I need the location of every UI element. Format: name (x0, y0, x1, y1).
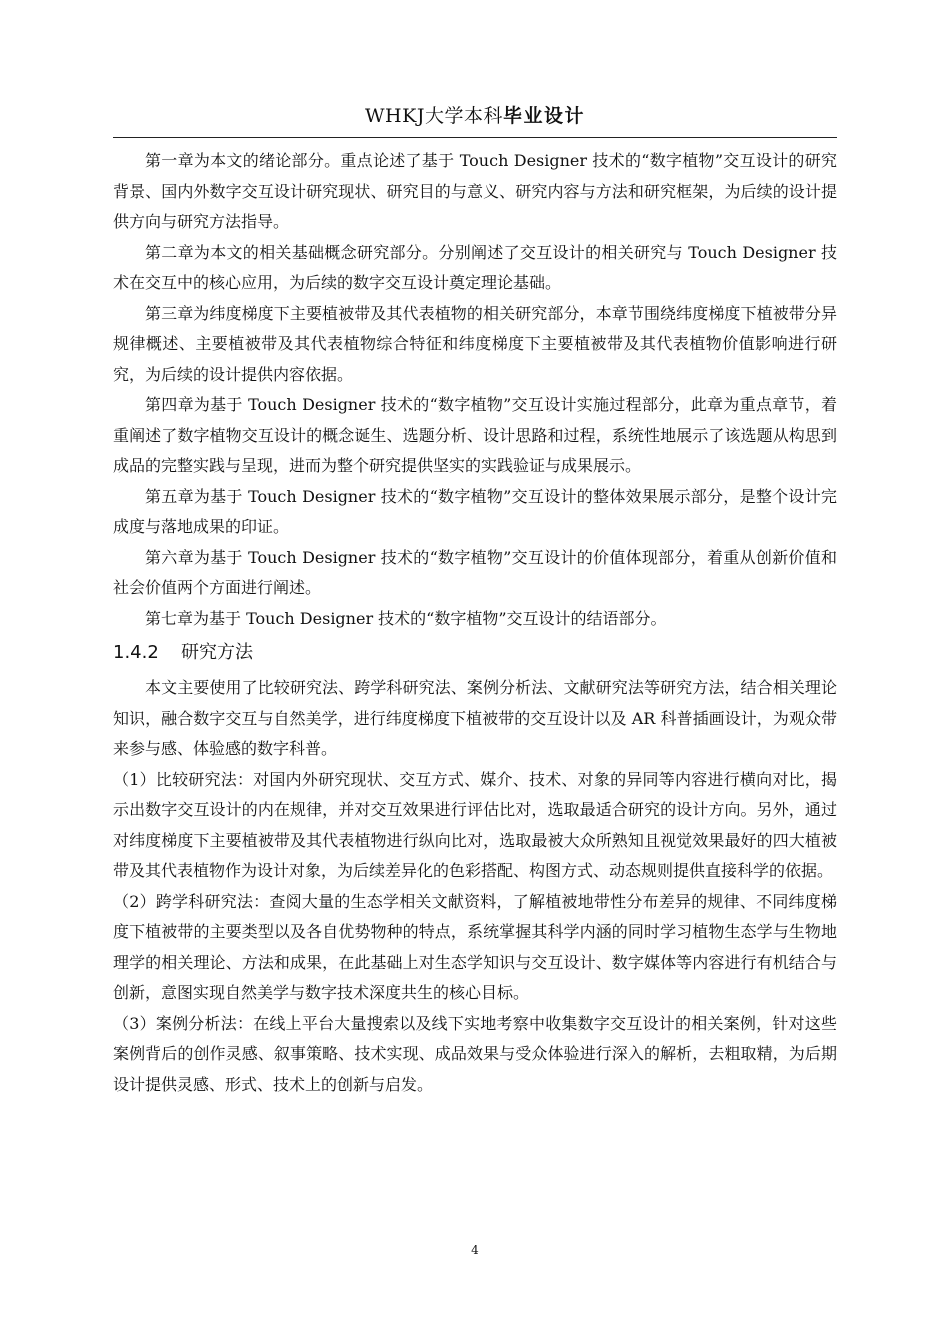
chapter-summary-2: 第二章为本文的相关基础概念研究部分。分别阐述了交互设计的相关研究与 Touch Designer 技术在交互中的核心应用，为后续的数字交互设计奠定理论基础。 (113, 242, 837, 292)
section-title: 研究方法 (181, 642, 253, 663)
section-heading (113, 636, 837, 670)
header-title-prefix: WHKJ大学本科 (365, 105, 503, 127)
chapter-summary-3: 第三章为纬度梯度下主要植被带及其代表植物的相关研究部分，本章节围绕纬度梯度下植被带分异规律概述、主要植被带及其代表植物综合特征和纬度梯度下主要植被带及其代表植物价值影响进行研究，为后续的设计提供内容依据。 (113, 303, 837, 384)
chapter-summary-5: 第五章为基于 Touch Designer 技术的“数字植物”交互设计的整体效果展示部分，是整个设计完成度与落地成果的印证。 (113, 486, 837, 536)
methods-intro: 本文主要使用了比较研究法、跨学科研究法、案例分析法、文献研究法等研究方法，结合相关理论知识，融合数字交互与自然美学，进行纬度梯度下植被带的交互设计以及 AR 科普插画设计，为观众带来参与感、体验感的数字科普。 (113, 678, 837, 758)
chapter-summary-4: 第四章为基于 Touch Designer 技术的“数字植物”交互设计实施过程部分，此章为重点章节，着重阐述了数字植物交互设计的概念诞生、选题分析、设计思路和过程，系统性地展示了该选题从构思到成品的完整实践与呈现，进而为整个研究提供坚实的实践验证与成果展示。 (113, 395, 837, 475)
method-interdisciplinary: （2）跨学科研究法：查阅大量的生态学相关文献资料，了解植被地带性分布差异的规律、不同纬度梯度下植被带的主要类型以及各自优势物种的特点，系统掌握其科学内涵的同时学习植物生态学与生物地理学的相关理论、方法和成果，在此基础上对生态学知识与交互设计、数字媒体等内容进行有机结合与创新，意图实现自然美学与数字技术深度共生的核心目标。 (113, 891, 837, 1002)
page-header (113, 101, 837, 128)
page-number: 4 (471, 1243, 479, 1257)
method-case-analysis: （3）案例分析法：在线上平台大量搜索以及线下实地考察中收集数字交互设计的相关案例，针对这些案例背后的创作灵感、叙事策略、技术实现、成品效果与受众体验进行深入的解析，去粗取精，为后期设计提供灵感、形式、技术上的创新与启发。 (113, 1013, 837, 1094)
chapter-summary-6: 第六章为基于 Touch Designer 技术的“数字植物”交互设计的价值体现部分，着重从创新价值和社会价值两个方面进行阐述。 (113, 547, 837, 597)
header-title-suffix: 毕业设计 (502, 105, 585, 127)
section-number: 1.4.2 (113, 642, 159, 663)
page-body (113, 146, 837, 1100)
header-rule (113, 137, 837, 138)
chapter-summary-7: 第七章为基于 Touch Designer 技术的“数字植物”交互设计的结语部分。 (145, 608, 667, 628)
chapter-summary-1: 第一章为本文的绪论部分。重点论述了基于 Touch Designer 技术的“数字植物”交互设计的研究背景、国内外数字交互设计研究现状、研究目的与意义、研究内容与方法和研究框架，为后续的设计提供方向与研究方法指导。 (113, 151, 837, 231)
method-comparative: （1）比较研究法：对国内外研究现状、交互方式、媒介、技术、对象的异同等内容进行横向对比，揭示出数字交互设计的内在规律，并对交互效果进行评估比对，选取最适合研究的设计方向。另外，通过对纬度梯度下主要植被带及其代表植物进行纵向比对，选取最被大众所熟知且视觉效果最好的四大植被带及其代表植物作为设计对象，为后续差异化的色彩搭配、构图方式、动态规则提供直接科学的依据。 (113, 769, 837, 880)
